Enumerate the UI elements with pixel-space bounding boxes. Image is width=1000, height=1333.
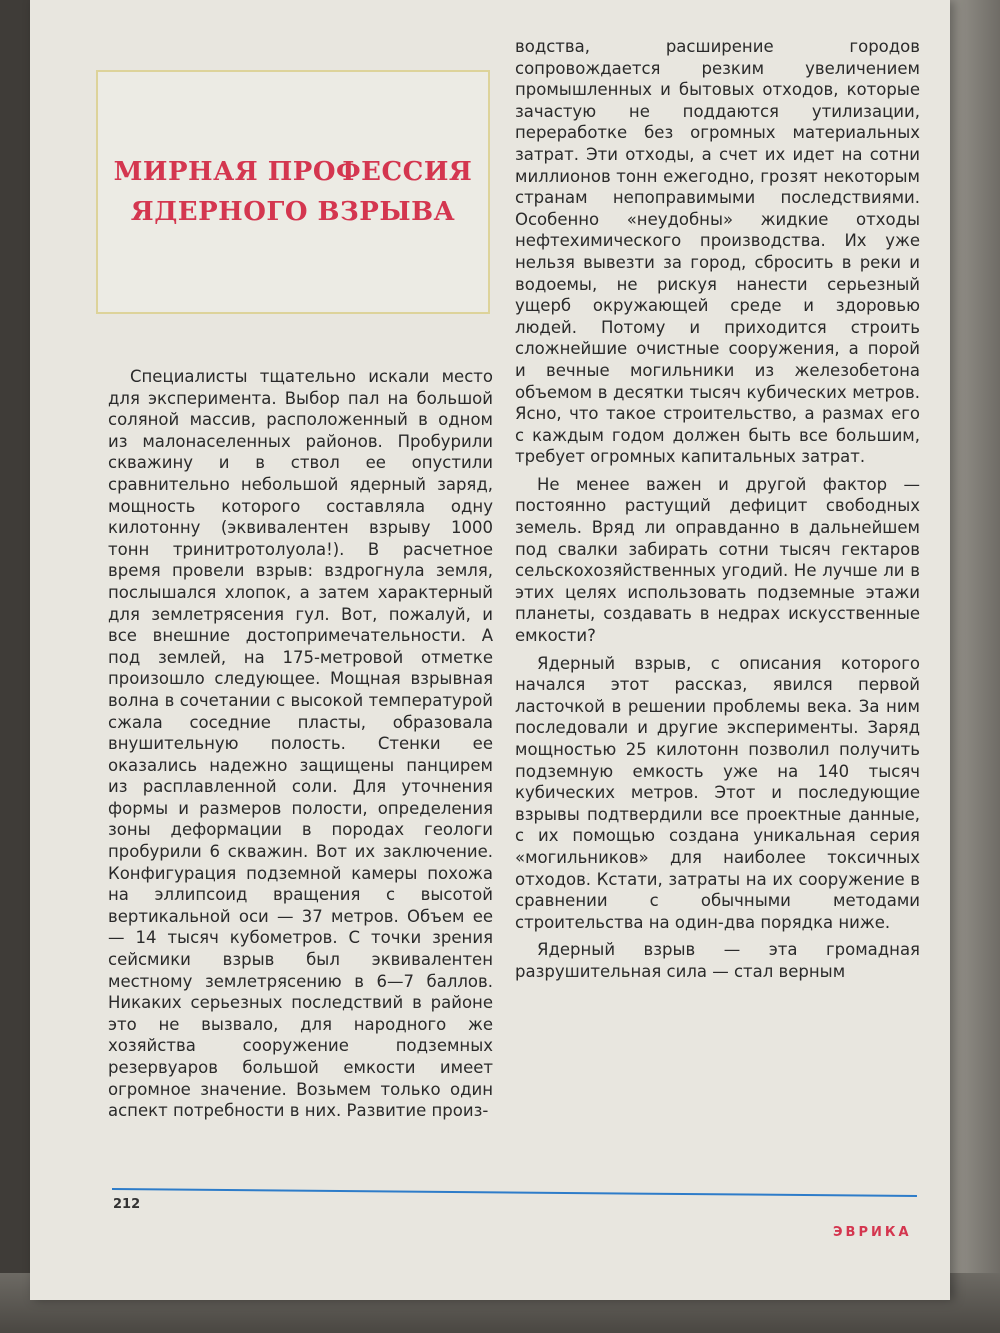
paragraph-continuation: водства, расширение городов сопровождается резким увеличением промышленных и бытовых отходов, которые зачастую не поддаются утилизации, переработке без огромных материальных затрат. Эти отходы, а счет их идет на сотни миллионов тонн ежегодно, грозят некоторым странам непоправимыми последствиями. Особенно «неудобны» жидкие отходы нефтехимического производства. Их уже нельзя вывезти за город, сбросить в реки и водоемы, не рискуя нанести серьезный ущерб окружающей среде и здоровью людей. Потому и приходится строить сложнейшие очистные сооружения, а порой и вечные могильники из железобетона объемом в десятки тысяч кубических метров. Ясно, что такое строительство, а размах его с каждым годом должен быть все большим, требует огромных капитальных затрат. bbox=[515, 37, 920, 467]
paragraph-3: Ядерный взрыв, с описания которого начался этот рассказ, явился первой ласточкой в решении проблемы века. За ним последовали и другие эксперименты. Заряд мощностью 25 килотонн позволил получить подземную емкость уже на 140 тысяч кубических метров. Этот и последующие взрывы подтвердили все проектные данные, с их помощью создана уникальная серия «могильников» для наиболее токсичных отходов. Кстати, затраты на их сооружение в сравнении с обычными методами строительства на один-два порядка ниже. bbox=[515, 653, 920, 932]
right-column bbox=[515, 36, 920, 989]
magazine-name: ЭВРИКА bbox=[833, 1225, 912, 1240]
paragraph-4: Ядерный взрыв — эта громадная разрушительная сила — стал верным bbox=[515, 940, 920, 981]
page-number: 212 bbox=[113, 1197, 141, 1212]
paragraph-1: Специалисты тщательно искали место для эксперимента. Выбор пал на большой соляной массив, расположенный в одном из малонаселенных районов. Пробурили скважину и в ствол ее опустили сравнительно небольшой ядерный заряд, мощность которого составляла одну килотонну (эквивалентен взрыву 1000 тонн тринитротолуола!). В расчетное время провели взрыв: вздрогнула земля, послышался хлопок, а затем характерный для землетрясения гул. Вот, пожалуй, и все внешние достопримечательности. А под землей, на 175-метровой отметке произошло следующее. Мощная взрывная волна в сочетании с высокой температурой сжала соседние пласты, образовала внушительную полость. Стенки ее оказались надежно защищены панцирем из расплавленной соли. Для уточнения формы и размеров полости, определения зоны деформации в породах геологи пробурили 6 скважин. Вот их заключение. Конфигурация подземной камеры похожа на эллипсоид вращения с высотой вертикальной оси — 37 метров. Объем ее — 14 тысяч кубометров. С точки зрения сейсмики взрыв был эквивалентен местному землетрясению в 6—7 баллов. Никаких серьезных последствий в районе это не вызвало, для народного же хозяйства сооружение подземных резервуаров большой емкости имеет огромное значение. Возьмем только один аспект потребности в них. Развитие произ- bbox=[108, 367, 493, 1121]
left-column bbox=[108, 366, 493, 1128]
title-box bbox=[96, 70, 490, 314]
title-line-1: МИРНАЯ ПРОФЕССИЯ bbox=[113, 157, 473, 187]
title-line-2: ЯДЕРНОГО ВЗРЫВА bbox=[130, 197, 456, 227]
paragraph-2: Не менее важен и другой фактор — постоянно растущий дефицит свободных земель. Вряд ли оправданно в дальнейшем под свалки забирать сотни тысяч гектаров сельскохозяйственных угодий. Не лучше ли в этих целях использовать подземные этажи планеты, создавать в недрах искусственные емкости? bbox=[515, 474, 920, 646]
